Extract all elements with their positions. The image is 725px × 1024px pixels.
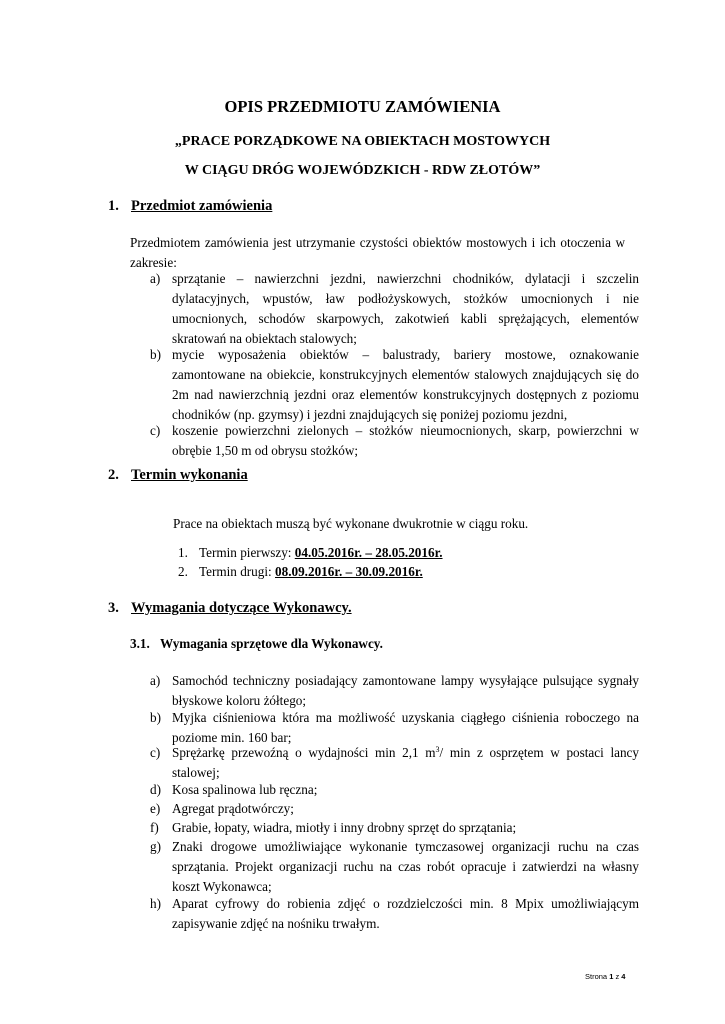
list-label: d) xyxy=(150,782,161,797)
list-item-text: / min z osprzętem w postaci lancy xyxy=(439,745,639,760)
term-item xyxy=(199,562,423,582)
list-item xyxy=(172,837,639,897)
list-item-line: sprzątania. Projekt organizacji ruchu na czas robót opracuje i zatwierdzi na własny xyxy=(172,859,639,874)
page-number-total: 4 xyxy=(621,972,626,981)
list-item-line: zamontowane na obiekcie, konstrukcyjnych elementów stalowych znajdujących się do xyxy=(172,367,639,382)
list-label: e) xyxy=(150,801,161,816)
list-item-line: Grabie, łopaty, wiadra, miotły i inny drobny sprzęt do sprzątania; xyxy=(172,820,517,835)
page-number-prefix: Strona xyxy=(585,972,610,981)
section-2-title: Termin wykonania xyxy=(131,467,248,483)
list-item-line: zapisywanie zdjęć na nośniku trwałym. xyxy=(172,916,380,931)
list-label: g) xyxy=(150,839,161,854)
list-item xyxy=(172,708,639,748)
subsection-3-1-title: Wymagania sprzętowe dla Wykonawcy. xyxy=(160,636,383,651)
list-item-line xyxy=(172,743,639,763)
term-dates: 08.09.2016r. – 30.09.2016r. xyxy=(275,564,423,579)
list-item-line: Agregat prądotwórczy; xyxy=(172,801,294,816)
list-item xyxy=(172,780,639,800)
list-label: h) xyxy=(150,896,161,911)
superscript: 3 xyxy=(435,745,440,754)
list-item xyxy=(172,671,639,711)
list-item xyxy=(172,269,639,349)
section-3-number: 3. xyxy=(108,600,119,616)
list-item-line: dylatacyjnych, wpustów, ław podłożyskowych, stożków umocnionych i nie xyxy=(172,291,639,306)
term-label: Termin pierwszy: xyxy=(199,545,295,560)
list-label: a) xyxy=(150,271,161,286)
list-item-line: Myjka ciśnieniowa która ma możliwość uzyskania ciągłego ciśnienia roboczego na xyxy=(172,710,639,725)
subsection-3-1-number: 3.1. xyxy=(130,636,150,651)
list-item xyxy=(172,818,639,838)
list-item xyxy=(172,421,639,461)
section-2-number: 2. xyxy=(108,467,119,483)
list-item-line: koszt Wykonawca; xyxy=(172,879,272,894)
list-item-text: Sprężarkę przewoźną o wydajności min 2,1 m xyxy=(172,745,436,760)
list-item-line: Aparat cyfrowy do robienia zdjęć o rozdzielczości min. 8 Mpix umożliwiającym xyxy=(172,896,639,911)
list-item-line: umocnionych, schodów skarpowych, zakotwień kabli sprężających, elementów xyxy=(172,311,639,326)
list-item-line: sprzątanie – nawierzchni jezdni, nawierzchni chodników, dylatacji i szczelin xyxy=(172,271,639,286)
list-label: b) xyxy=(150,710,161,725)
list-item-line: 2m nad nawierzchnią jezdni oraz elementów konstrukcyjnych dostępnych z poziomu xyxy=(172,387,639,402)
list-item xyxy=(172,743,639,783)
list-label: c) xyxy=(150,745,161,760)
document-subtitle-line2: W CIĄGU DRÓG WOJEWÓDZKICH - RDW ZŁOTÓW” xyxy=(184,163,541,178)
list-item-line: poziome min. 160 bar; xyxy=(172,730,292,745)
page-number xyxy=(585,972,625,981)
list-item-line: Samochód techniczny posiadający zamontowane lampy wysyłające pulsujące sygnały xyxy=(172,673,639,688)
section-1-number: 1. xyxy=(108,198,119,214)
term-item xyxy=(199,543,443,563)
page-number-current: 1 xyxy=(609,972,614,981)
list-item-line: koszenie powierzchni zielonych – stożków nieumocnionych, skarp, powierzchni w xyxy=(172,423,639,438)
term-number: 2. xyxy=(178,564,188,579)
list-label: b) xyxy=(150,347,161,362)
list-item xyxy=(172,799,639,819)
list-item-line: Kosa spalinowa lub ręczna; xyxy=(172,782,318,797)
list-item-line: stalowej; xyxy=(172,765,220,780)
list-label: f) xyxy=(150,820,159,835)
list-item-line: mycie wyposażenia obiektów – balustrady, bariery mostowe, oznakowanie xyxy=(172,347,639,362)
section-1-title: Przedmiot zamówienia xyxy=(131,198,273,214)
document-title: OPIS PRZEDMIOTU ZAMÓWIENIA xyxy=(224,97,501,116)
list-item-line: skratowań na obiektach stalowych; xyxy=(172,331,357,346)
term-dates: 04.05.2016r. – 28.05.2016r. xyxy=(294,545,443,560)
list-item-line: Znaki drogowe umożliwiające wykonanie tymczasowej organizacji ruchu na czas xyxy=(172,839,639,854)
list-label: c) xyxy=(150,423,161,438)
section-1-intro xyxy=(130,233,625,273)
section-3-title: Wymagania dotyczące Wykonawcy. xyxy=(131,600,352,616)
list-label: a) xyxy=(150,673,161,688)
section-2-intro: Prace na obiektach muszą być wykonane dwukrotnie w ciągu roku. xyxy=(173,516,529,531)
document-subtitle-line1: „PRACE PORZĄDKOWE NA OBIEKTACH MOSTOWYCH xyxy=(174,134,551,149)
list-item xyxy=(172,345,639,425)
term-label: Termin drugi: xyxy=(199,564,275,579)
term-number: 1. xyxy=(178,545,188,560)
list-item xyxy=(172,894,639,934)
section-1-intro-line: zakresie: xyxy=(130,255,177,270)
list-item-line: obrębie 1,50 m od obrysu stożków; xyxy=(172,443,359,458)
section-1-intro-line: Przedmiotem zamówienia jest utrzymanie czystości obiektów mostowych i ich otoczenia w xyxy=(130,235,625,250)
list-item-line: chodników (np. gzymsy) i jezdni znajdujących się poniżej poziomu jezdni, xyxy=(172,407,568,422)
list-item-line: błyskowe koloru żółtego; xyxy=(172,693,307,708)
page-number-sep: z xyxy=(613,972,622,981)
